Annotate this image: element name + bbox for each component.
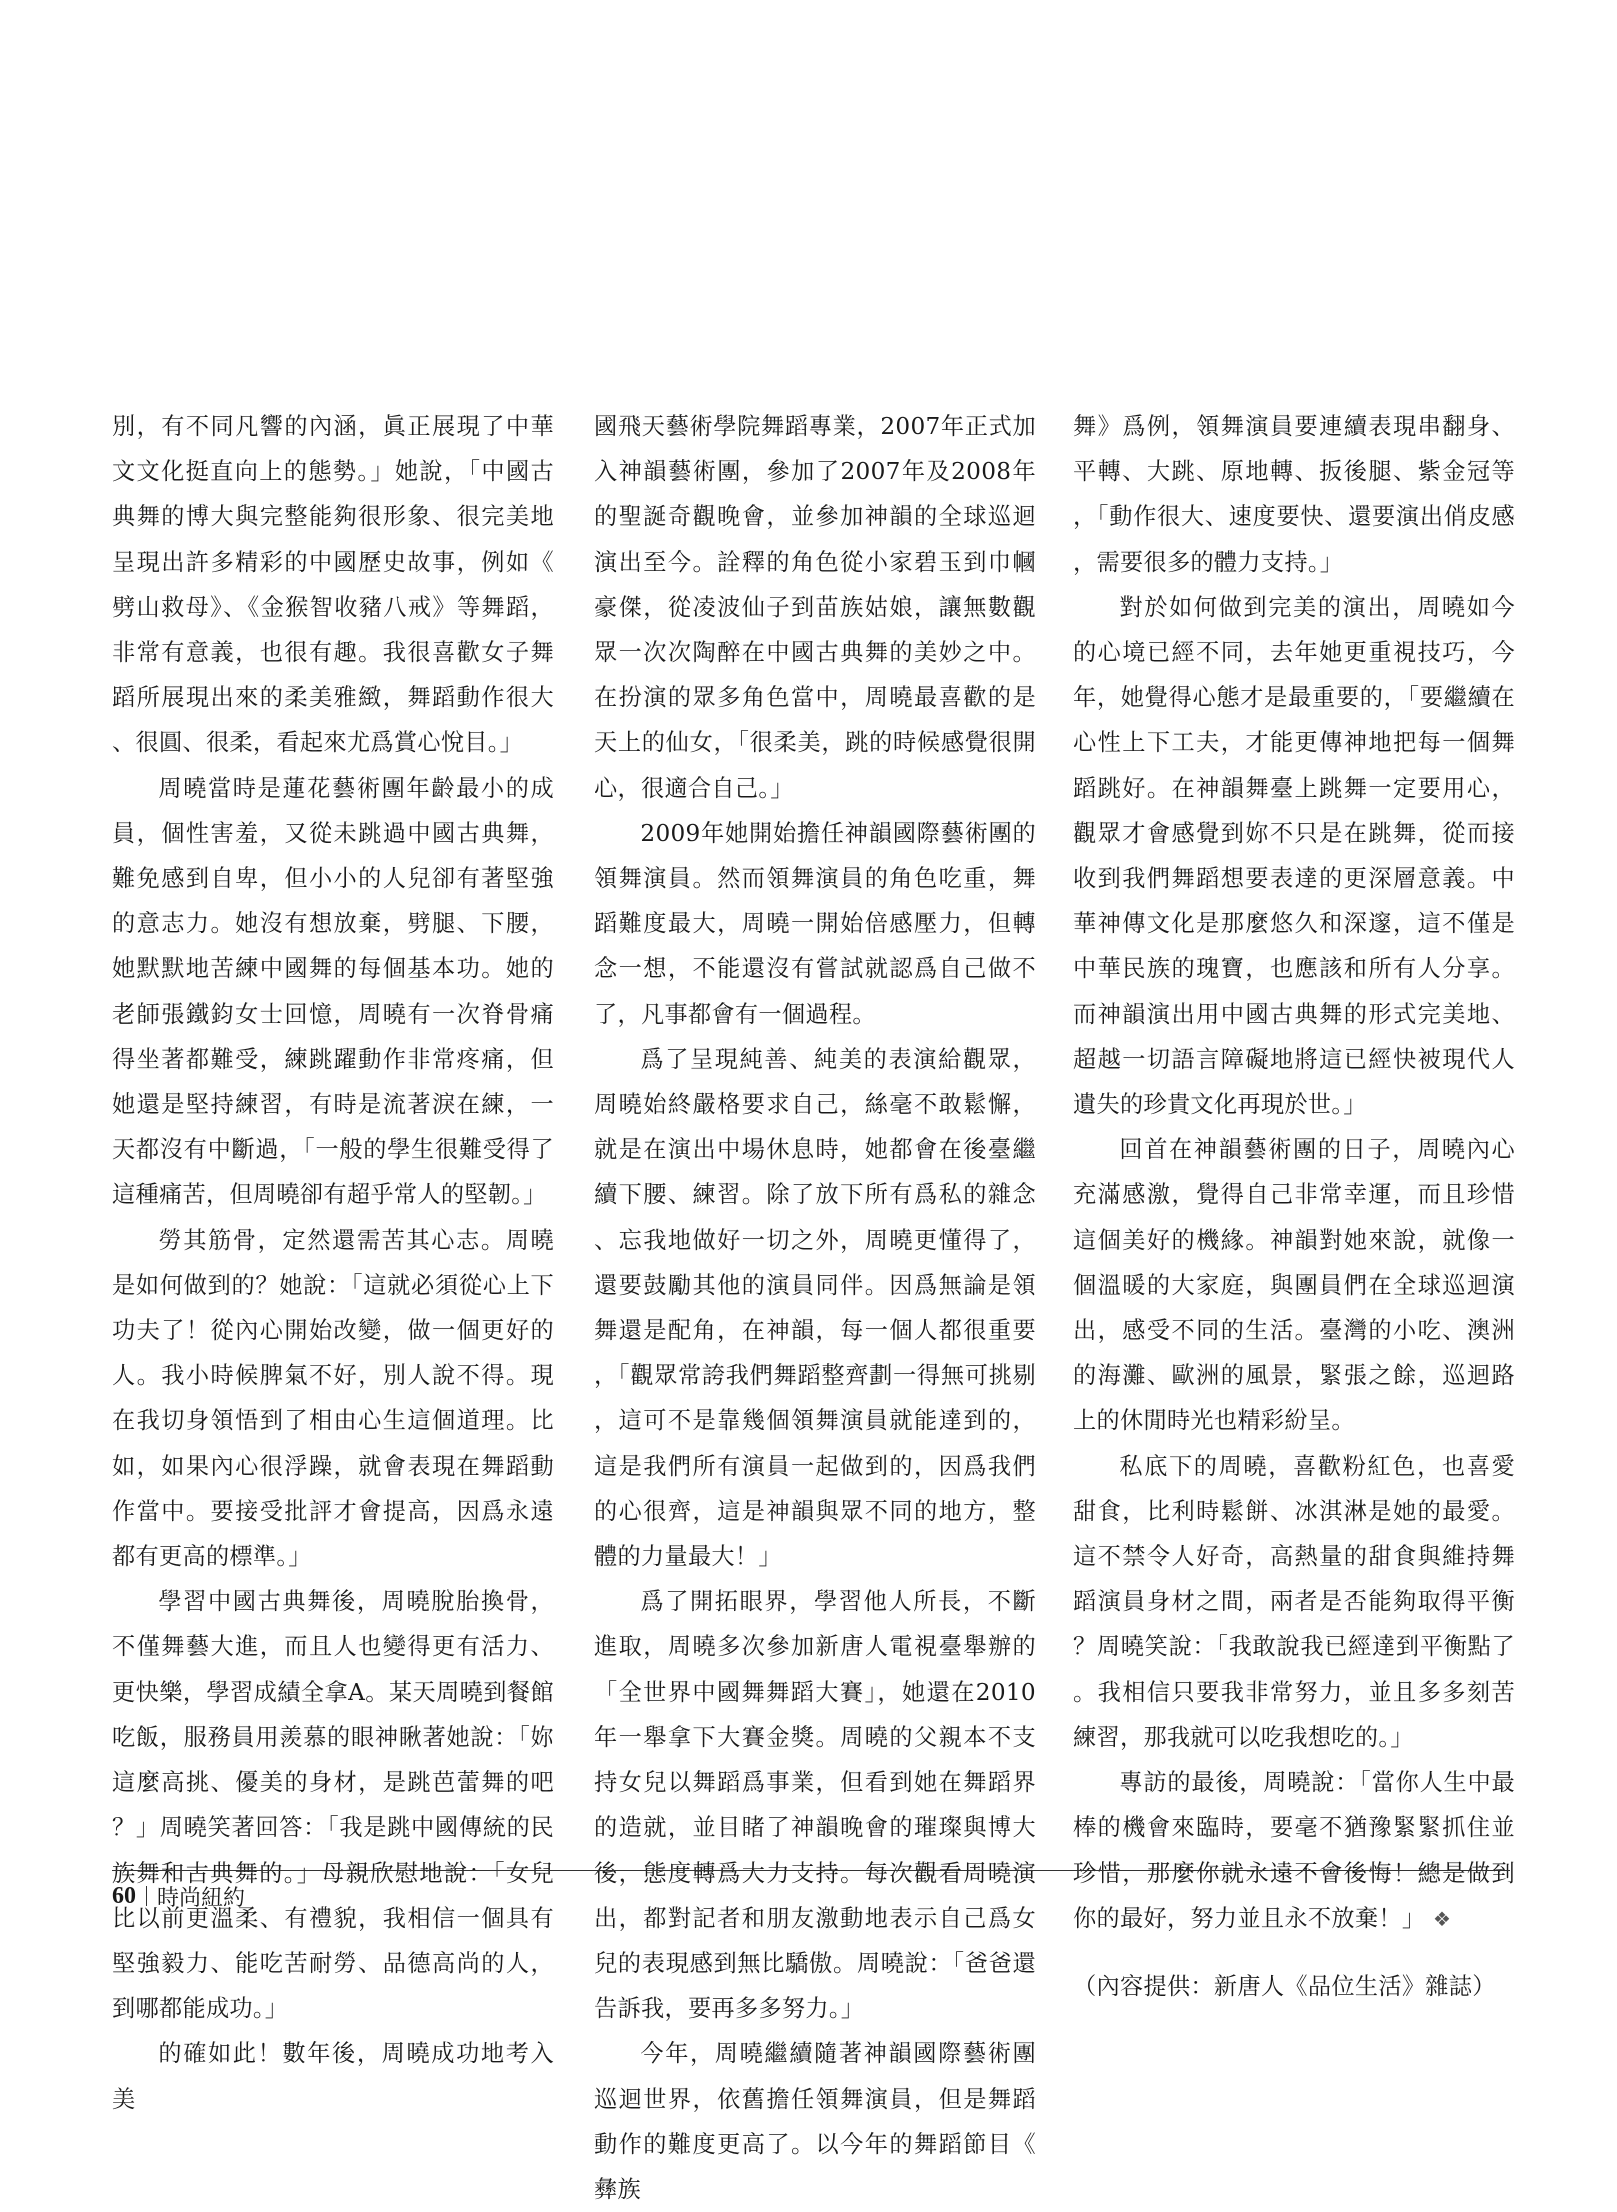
paragraph: 周曉當時是蓮花藝術團年齡最小的成員，個性害羞，又從未跳過中國古典舞，難免感到自卑，但小小的人兒卻有著堅強的意志力。她沒有想放棄，劈腿、下腰，她默默地苦練中國舞的每個基本功。她的老師張鐵鈞女士回憶，周曉有一次脊骨痛得坐著都難受，練跳躍動作非常疼痛，但她還是堅持練習，有時是流著淚在練，一天都沒有中斷過，「一般的學生很難受得了這種痛苦，但周曉卻有超乎常人的堅韌。」 [112, 774, 554, 1209]
paragraph: 勞其筋骨，定然還需苦其心志。周曉是如何做到的？她說：「這就必須從心上下功夫了！從內心開始改變，做一個更好的人。我小時候脾氣不好，別人說不得。現在我切身領悟到了相由心生這個道理。比如，如果內心很浮躁，就會表現在舞蹈動作當中。要接受批評才會提高，因爲永遠都有更高的標準。」 [112, 1226, 554, 1571]
paragraph: 私底下的周曉，喜歡粉紅色，也喜愛甜食，比利時鬆餅、冰淇淋是她的最愛。這不禁令人好奇，高熱量的甜食與維持舞蹈演員身材之間，兩者是否能夠取得平衡？周曉笑說：「我敢說我已經達到平衡點了。我相信只要我非常努力，並且多多刻苦練習，那我就可以吃我想吃的。」 [1073, 1452, 1515, 1751]
paragraph: 回首在神韻藝術團的日子，周曉內心充滿感激，覺得自己非常幸運，而且珍惜這個美好的機緣。神韻對她來說，就像一個溫暖的大家庭，與團員們在全球巡迴演出，感受不同的生活。臺灣的小吃、澳洲的海灘、歐洲的風景，緊張之餘，巡迴路上的休閒時光也精彩紛呈。 [1073, 1136, 1515, 1435]
paragraph: 爲了開拓眼界，學習他人所長，不斷進取，周曉多次參加新唐人電視臺舉辦的「全世界中國舞舞蹈大賽」，她還在2010年一舉拿下大賽金獎。周曉的父親本不支持女兒以舞蹈爲事業，但看到她在舞蹈界的造就，並目睹了神韻晚會的璀璨與博大後，態度轉爲大力支持。每次觀看周曉演出，都對記者和朋友激動地表示自己爲女兒的表現感到無比驕傲。周曉說：「爸爸還告訴我，要再多多努力。」 [594, 1588, 1036, 2023]
page-number: 60 [112, 1882, 136, 1909]
paragraph: 今年，周曉繼續隨著神韻國際藝術團巡迴世界，依舊擔任領舞演員，但是舞蹈動作的難度更高了。以今年的舞蹈節目《彝族 [594, 2040, 1036, 2203]
paragraph: 對於如何做到完美的演出，周曉如今的心境已經不同，去年她更重視技巧，今年，她覺得心態才是最重要的，「要繼續在心性上下工夫，才能更傳神地把每一個舞蹈跳好。在神韻舞臺上跳舞一定要用心，觀眾才會感覺到妳不只是在跳舞，從而接收到我們舞蹈想要表達的更深層意義。中華神傳文化是那麼悠久和深邃，這不僅是中華民族的瑰寶，也應該和所有人分享。而神韻演出用中國古典舞的形式完美地、超越一切語言障礙地將這已經快被現代人遺失的珍貴文化再現於世。」 [1073, 593, 1515, 1119]
paragraph: 爲了呈現純善、純美的表演給觀眾，周曉始終嚴格要求自己，絲毫不敢鬆懈，就是在演出中場休息時，她都會在後臺繼續下腰、練習。除了放下所有爲私的雜念、忘我地做好一切之外，周曉更懂得了，還要鼓勵其他的演員同伴。因爲無論是領舞還是配角，在神韻，每一個人都很重要，「觀眾常誇我們舞蹈整齊劃一得無可挑剔，這可不是靠幾個領舞演員就能達到的，這是我們所有演員一起做到的，因爲我們的心很齊，這是神韻與眾不同的地方，整體的力量最大！」 [594, 1045, 1036, 1571]
closing-paragraph [1073, 1760, 1515, 1942]
article-column-3 [1073, 404, 1515, 2009]
magazine-name: 時尚紐約 [157, 1885, 246, 1911]
footer-separator [146, 1886, 147, 1906]
article-column-1 [112, 404, 554, 2122]
paragraph: 學習中國古典舞後，周曉脫胎換骨，不僅舞藝大進，而且人也變得更有活力、更快樂，學習成績全拿A。某天周曉到餐館吃飯，服務員用羨慕的眼神瞅著她說：「妳這麼高挑、優美的身材，是跳芭蕾舞的吧？」周曉笑著回答：「我是跳中國傳統的民族舞和古典舞的。」母親欣慰地說：「女兒比以前更溫柔、有禮貌，我相信一個具有堅強毅力、能吃苦耐勞、品德高尚的人，到哪都能成功。」 [112, 1588, 554, 2023]
footer-rule [112, 1870, 1510, 1871]
paragraph: 2009年她開始擔任神韻國際藝術團的領舞演員。然而領舞演員的角色吃重，舞蹈難度最大，周曉一開始倍感壓力，但轉念一想，不能還沒有嘗試就認爲自己做不了，凡事都會有一個過程。 [594, 819, 1036, 1028]
closing-paragraph-text: 專訪的最後，周曉說：「當你人生中最棒的機會來臨時，要毫不猶豫緊緊抓住並珍惜，那麼你就永遠不會後悔！總是做到你的最好，努力並且永不放棄！」 [1073, 1769, 1515, 1932]
page-footer [112, 1878, 245, 1914]
article-column-2 [594, 404, 1036, 2212]
paragraph: 別，有不同凡響的內涵，眞正展現了中華文文化挺直向上的態勢。」她說，「中國古典舞的博大與完整能夠很形象、很完美地呈現出許多精彩的中國歷史故事，例如《劈山救母》、《金猴智收豬八戒》等舞蹈，非常有意義，也很有趣。我很喜歡女子舞蹈所展現出來的柔美雅緻，舞蹈動作很大、很圓、很柔，看起來尤爲賞心悅目。」 [112, 413, 554, 757]
paragraph: 國飛天藝術學院舞蹈專業，2007年正式加入神韻藝術團，參加了2007年及2008年的聖誕奇觀晚會，並參加神韻的全球巡迴演出至今。詮釋的角色從小家碧玉到巾幗豪傑，從凌波仙子到苗族姑娘，讓無數觀眾一次次陶醉在中國古典舞的美妙之中。在扮演的眾多角色當中，周曉最喜歡的是天上的仙女，「很柔美，跳的時候感覺很開心，很適合自己。」 [594, 413, 1036, 802]
top-blank-area [0, 0, 1617, 400]
source-credit: （內容提供：新唐人《品位生活》雜誌） [1073, 1972, 1496, 2000]
paragraph: 的確如此！數年後，周曉成功地考入美 [112, 2040, 554, 2113]
end-mark-icon: ❖ [1432, 1906, 1452, 1931]
paragraph: 舞》爲例，領舞演員要連續表現串翻身、平轉、大跳、原地轉、扳後腿、紫金冠等，「動作很大、速度要快、還要演出俏皮感，需要很多的體力支持。」 [1073, 413, 1515, 576]
